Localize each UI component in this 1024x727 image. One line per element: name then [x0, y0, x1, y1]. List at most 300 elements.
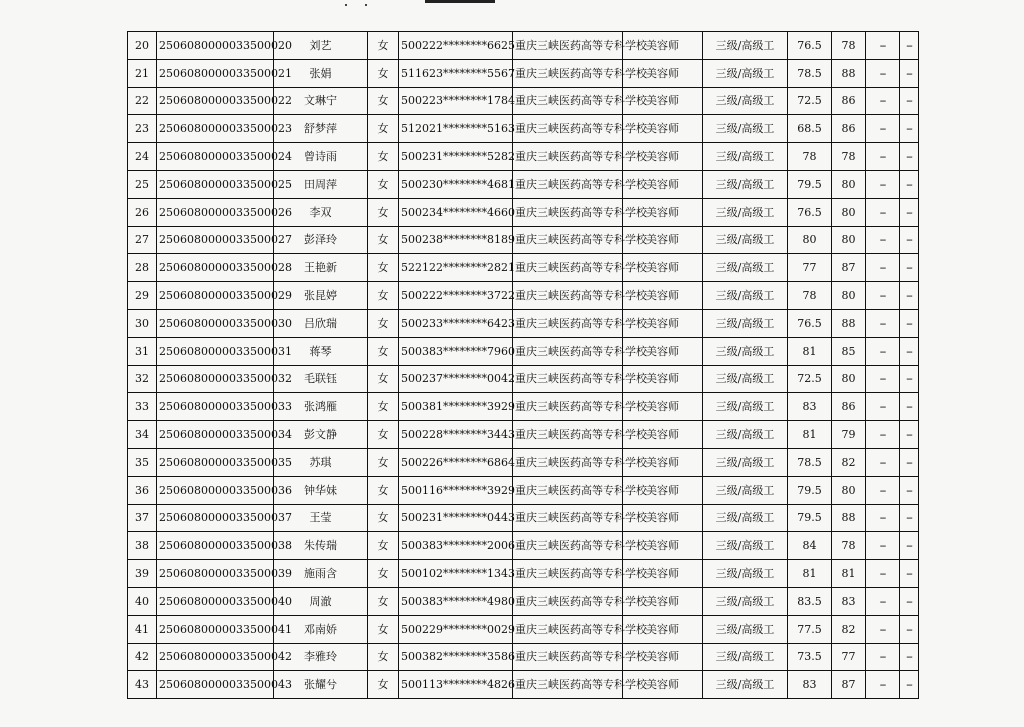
practical-score-cell: 80 — [832, 476, 866, 504]
name-cell: 田周萍 — [274, 170, 368, 198]
occupation-cell: 美容师 — [623, 448, 703, 476]
school-cell: 重庆三峡医药高等专科学校 — [513, 671, 623, 699]
seq-cell: 34 — [128, 421, 157, 449]
extra-score-cell: -- — [866, 671, 900, 699]
seq-cell: 29 — [128, 282, 157, 310]
extra-score-cell: -- — [866, 32, 900, 60]
theory-score-cell: 83 — [788, 671, 832, 699]
seq-cell: 40 — [128, 587, 157, 615]
id-number-cell: 500383********7960 — [399, 337, 513, 365]
id-number-cell: 500223********1784 — [399, 87, 513, 115]
extra-result-cell: -- — [900, 282, 919, 310]
theory-score-cell: 76.5 — [788, 198, 832, 226]
table-row — [128, 59, 919, 87]
gender-cell: 女 — [368, 143, 399, 171]
id-number-cell: 500238********8189 — [399, 226, 513, 254]
level-cell: 三级/高级工 — [703, 32, 788, 60]
table-row — [128, 226, 919, 254]
occupation-cell: 美容师 — [623, 615, 703, 643]
seq-cell: 24 — [128, 143, 157, 171]
ticket-number-cell: 2506080000033500033 — [157, 393, 274, 421]
table-row — [128, 87, 919, 115]
name-cell: 李雅玲 — [274, 643, 368, 671]
occupation-cell: 美容师 — [623, 226, 703, 254]
ticket-number-cell: 2506080000033500028 — [157, 254, 274, 282]
table-row — [128, 198, 919, 226]
extra-result-cell: -- — [900, 365, 919, 393]
ticket-number-cell: 2506080000033500042 — [157, 643, 274, 671]
occupation-cell: 美容师 — [623, 282, 703, 310]
extra-result-cell: -- — [900, 421, 919, 449]
seq-cell: 30 — [128, 309, 157, 337]
level-cell: 三级/高级工 — [703, 115, 788, 143]
school-cell: 重庆三峡医药高等专科学校 — [513, 254, 623, 282]
theory-score-cell: 78 — [788, 143, 832, 171]
school-cell: 重庆三峡医药高等专科学校 — [513, 198, 623, 226]
name-cell: 蒋琴 — [274, 337, 368, 365]
extra-result-cell: -- — [900, 643, 919, 671]
gender-cell: 女 — [368, 198, 399, 226]
school-cell: 重庆三峡医药高等专科学校 — [513, 476, 623, 504]
occupation-cell: 美容师 — [623, 59, 703, 87]
theory-score-cell: 84 — [788, 532, 832, 560]
name-cell: 施雨含 — [274, 560, 368, 588]
name-cell: 刘艺 — [274, 32, 368, 60]
table-row — [128, 282, 919, 310]
school-cell: 重庆三峡医药高等专科学校 — [513, 115, 623, 143]
ticket-number-cell: 2506080000033500024 — [157, 143, 274, 171]
school-cell: 重庆三峡医药高等专科学校 — [513, 532, 623, 560]
id-number-cell: 500381********3929 — [399, 393, 513, 421]
table-row — [128, 476, 919, 504]
id-number-cell: 500382********3586 — [399, 643, 513, 671]
ticket-number-cell: 2506080000033500022 — [157, 87, 274, 115]
name-cell: 张耀兮 — [274, 671, 368, 699]
scan-dot — [365, 4, 367, 6]
id-number-cell: 500222********6625 — [399, 32, 513, 60]
theory-score-cell: 76.5 — [788, 309, 832, 337]
occupation-cell: 美容师 — [623, 476, 703, 504]
extra-score-cell: -- — [866, 170, 900, 198]
id-number-cell: 500234********4660 — [399, 198, 513, 226]
extra-score-cell: -- — [866, 198, 900, 226]
theory-score-cell: 79.5 — [788, 504, 832, 532]
occupation-cell: 美容师 — [623, 87, 703, 115]
practical-score-cell: 83 — [832, 587, 866, 615]
practical-score-cell: 87 — [832, 254, 866, 282]
extra-result-cell: -- — [900, 337, 919, 365]
name-cell: 吕欣瑞 — [274, 309, 368, 337]
practical-score-cell: 86 — [832, 115, 866, 143]
table-row — [128, 421, 919, 449]
theory-score-cell: 80 — [788, 226, 832, 254]
ticket-number-cell: 2506080000033500020 — [157, 32, 274, 60]
level-cell: 三级/高级工 — [703, 476, 788, 504]
gender-cell: 女 — [368, 504, 399, 532]
school-cell: 重庆三峡医药高等专科学校 — [513, 170, 623, 198]
id-number-cell: 512021********5163 — [399, 115, 513, 143]
practical-score-cell: 88 — [832, 59, 866, 87]
table-row — [128, 643, 919, 671]
gender-cell: 女 — [368, 254, 399, 282]
name-cell: 王艳新 — [274, 254, 368, 282]
id-number-cell: 500233********6423 — [399, 309, 513, 337]
school-cell: 重庆三峡医药高等专科学校 — [513, 226, 623, 254]
ticket-number-cell: 2506080000033500026 — [157, 198, 274, 226]
occupation-cell: 美容师 — [623, 587, 703, 615]
id-number-cell: 500383********4980 — [399, 587, 513, 615]
theory-score-cell: 68.5 — [788, 115, 832, 143]
ticket-number-cell: 2506080000033500043 — [157, 671, 274, 699]
id-number-cell: 522122********2821 — [399, 254, 513, 282]
id-number-cell: 500102********1343 — [399, 560, 513, 588]
id-number-cell: 500226********6864 — [399, 448, 513, 476]
table-row — [128, 448, 919, 476]
name-cell: 文琳宁 — [274, 87, 368, 115]
table-row — [128, 170, 919, 198]
table-row — [128, 393, 919, 421]
gender-cell: 女 — [368, 448, 399, 476]
extra-result-cell: -- — [900, 504, 919, 532]
results-table — [127, 31, 919, 699]
practical-score-cell: 80 — [832, 198, 866, 226]
extra-result-cell: -- — [900, 254, 919, 282]
table-row — [128, 587, 919, 615]
theory-score-cell: 83.5 — [788, 587, 832, 615]
extra-result-cell: -- — [900, 615, 919, 643]
table-row — [128, 309, 919, 337]
level-cell: 三级/高级工 — [703, 87, 788, 115]
table-row — [128, 615, 919, 643]
school-cell: 重庆三峡医药高等专科学校 — [513, 365, 623, 393]
extra-result-cell: -- — [900, 115, 919, 143]
seq-cell: 35 — [128, 448, 157, 476]
extra-score-cell: -- — [866, 143, 900, 171]
level-cell: 三级/高级工 — [703, 143, 788, 171]
gender-cell: 女 — [368, 115, 399, 143]
school-cell: 重庆三峡医药高等专科学校 — [513, 587, 623, 615]
level-cell: 三级/高级工 — [703, 615, 788, 643]
table-row — [128, 532, 919, 560]
seq-cell: 38 — [128, 532, 157, 560]
seq-cell: 36 — [128, 476, 157, 504]
school-cell: 重庆三峡医药高等专科学校 — [513, 643, 623, 671]
name-cell: 王莹 — [274, 504, 368, 532]
practical-score-cell: 77 — [832, 643, 866, 671]
name-cell: 张昆婷 — [274, 282, 368, 310]
table-row — [128, 337, 919, 365]
name-cell: 钟华妹 — [274, 476, 368, 504]
name-cell: 毛联钰 — [274, 365, 368, 393]
table-row — [128, 143, 919, 171]
table-row — [128, 115, 919, 143]
extra-result-cell: -- — [900, 476, 919, 504]
level-cell: 三级/高级工 — [703, 532, 788, 560]
theory-score-cell: 81 — [788, 337, 832, 365]
extra-score-cell: -- — [866, 587, 900, 615]
school-cell: 重庆三峡医药高等专科学校 — [513, 504, 623, 532]
occupation-cell: 美容师 — [623, 504, 703, 532]
ticket-number-cell: 2506080000033500025 — [157, 170, 274, 198]
id-number-cell: 500230********4681 — [399, 170, 513, 198]
id-number-cell: 500237********0042 — [399, 365, 513, 393]
occupation-cell: 美容师 — [623, 309, 703, 337]
gender-cell: 女 — [368, 671, 399, 699]
theory-score-cell: 79.5 — [788, 476, 832, 504]
seq-cell: 32 — [128, 365, 157, 393]
theory-score-cell: 81 — [788, 560, 832, 588]
ticket-number-cell: 2506080000033500040 — [157, 587, 274, 615]
id-number-cell: 511623********5567 — [399, 59, 513, 87]
extra-result-cell: -- — [900, 170, 919, 198]
extra-result-cell: -- — [900, 309, 919, 337]
extra-score-cell: -- — [866, 421, 900, 449]
level-cell: 三级/高级工 — [703, 643, 788, 671]
ticket-number-cell: 2506080000033500038 — [157, 532, 274, 560]
seq-cell: 22 — [128, 87, 157, 115]
name-cell: 苏琪 — [274, 448, 368, 476]
extra-score-cell: -- — [866, 448, 900, 476]
practical-score-cell: 78 — [832, 143, 866, 171]
level-cell: 三级/高级工 — [703, 309, 788, 337]
practical-score-cell: 82 — [832, 448, 866, 476]
extra-result-cell: -- — [900, 59, 919, 87]
level-cell: 三级/高级工 — [703, 198, 788, 226]
level-cell: 三级/高级工 — [703, 504, 788, 532]
extra-score-cell: -- — [866, 504, 900, 532]
id-number-cell: 500231********5282 — [399, 143, 513, 171]
theory-score-cell: 81 — [788, 421, 832, 449]
scan-dot — [345, 4, 347, 6]
extra-score-cell: -- — [866, 365, 900, 393]
ticket-number-cell: 2506080000033500032 — [157, 365, 274, 393]
extra-result-cell: -- — [900, 32, 919, 60]
gender-cell: 女 — [368, 32, 399, 60]
level-cell: 三级/高级工 — [703, 560, 788, 588]
seq-cell: 28 — [128, 254, 157, 282]
table-body — [128, 32, 919, 699]
occupation-cell: 美容师 — [623, 254, 703, 282]
seq-cell: 42 — [128, 643, 157, 671]
occupation-cell: 美容师 — [623, 337, 703, 365]
school-cell: 重庆三峡医药高等专科学校 — [513, 421, 623, 449]
gender-cell: 女 — [368, 309, 399, 337]
extra-result-cell: -- — [900, 671, 919, 699]
practical-score-cell: 86 — [832, 393, 866, 421]
seq-cell: 26 — [128, 198, 157, 226]
table-row — [128, 365, 919, 393]
theory-score-cell: 73.5 — [788, 643, 832, 671]
seq-cell: 39 — [128, 560, 157, 588]
gender-cell: 女 — [368, 282, 399, 310]
theory-score-cell: 72.5 — [788, 365, 832, 393]
seq-cell: 23 — [128, 115, 157, 143]
practical-score-cell: 80 — [832, 365, 866, 393]
practical-score-cell: 88 — [832, 504, 866, 532]
extra-score-cell: -- — [866, 282, 900, 310]
seq-cell: 37 — [128, 504, 157, 532]
ticket-number-cell: 2506080000033500034 — [157, 421, 274, 449]
occupation-cell: 美容师 — [623, 671, 703, 699]
gender-cell: 女 — [368, 587, 399, 615]
extra-score-cell: -- — [866, 643, 900, 671]
theory-score-cell: 83 — [788, 393, 832, 421]
practical-score-cell: 82 — [832, 615, 866, 643]
extra-result-cell: -- — [900, 87, 919, 115]
extra-result-cell: -- — [900, 393, 919, 421]
theory-score-cell: 78.5 — [788, 448, 832, 476]
occupation-cell: 美容师 — [623, 560, 703, 588]
extra-result-cell: -- — [900, 587, 919, 615]
gender-cell: 女 — [368, 393, 399, 421]
name-cell: 张鸿雁 — [274, 393, 368, 421]
school-cell: 重庆三峡医药高等专科学校 — [513, 337, 623, 365]
gender-cell: 女 — [368, 560, 399, 588]
school-cell: 重庆三峡医药高等专科学校 — [513, 309, 623, 337]
extra-score-cell: -- — [866, 393, 900, 421]
school-cell: 重庆三峡医药高等专科学校 — [513, 32, 623, 60]
extra-result-cell: -- — [900, 560, 919, 588]
practical-score-cell: 78 — [832, 532, 866, 560]
occupation-cell: 美容师 — [623, 143, 703, 171]
name-cell: 李双 — [274, 198, 368, 226]
occupation-cell: 美容师 — [623, 532, 703, 560]
theory-score-cell: 76.5 — [788, 32, 832, 60]
extra-score-cell: -- — [866, 87, 900, 115]
ticket-number-cell: 2506080000033500031 — [157, 337, 274, 365]
level-cell: 三级/高级工 — [703, 421, 788, 449]
school-cell: 重庆三峡医药高等专科学校 — [513, 143, 623, 171]
extra-result-cell: -- — [900, 198, 919, 226]
occupation-cell: 美容师 — [623, 32, 703, 60]
name-cell: 朱传瑞 — [274, 532, 368, 560]
table-row — [128, 504, 919, 532]
extra-score-cell: -- — [866, 254, 900, 282]
extra-score-cell: -- — [866, 337, 900, 365]
level-cell: 三级/高级工 — [703, 59, 788, 87]
gender-cell: 女 — [368, 59, 399, 87]
seq-cell: 27 — [128, 226, 157, 254]
id-number-cell: 500231********0443 — [399, 504, 513, 532]
extra-score-cell: -- — [866, 226, 900, 254]
name-cell: 彭泽玲 — [274, 226, 368, 254]
seq-cell: 21 — [128, 59, 157, 87]
level-cell: 三级/高级工 — [703, 226, 788, 254]
theory-score-cell: 77 — [788, 254, 832, 282]
school-cell: 重庆三峡医药高等专科学校 — [513, 87, 623, 115]
id-number-cell: 500222********3722 — [399, 282, 513, 310]
level-cell: 三级/高级工 — [703, 587, 788, 615]
name-cell: 舒梦萍 — [274, 115, 368, 143]
practical-score-cell: 88 — [832, 309, 866, 337]
practical-score-cell: 80 — [832, 170, 866, 198]
gender-cell: 女 — [368, 421, 399, 449]
level-cell: 三级/高级工 — [703, 337, 788, 365]
gender-cell: 女 — [368, 365, 399, 393]
name-cell: 邓南娇 — [274, 615, 368, 643]
gender-cell: 女 — [368, 476, 399, 504]
seq-cell: 20 — [128, 32, 157, 60]
school-cell: 重庆三峡医药高等专科学校 — [513, 59, 623, 87]
theory-score-cell: 79.5 — [788, 170, 832, 198]
ticket-number-cell: 2506080000033500035 — [157, 448, 274, 476]
school-cell: 重庆三峡医药高等专科学校 — [513, 282, 623, 310]
name-cell: 彭文静 — [274, 421, 368, 449]
id-number-cell: 500383********2006 — [399, 532, 513, 560]
ticket-number-cell: 2506080000033500037 — [157, 504, 274, 532]
ticket-number-cell: 2506080000033500029 — [157, 282, 274, 310]
ticket-number-cell: 2506080000033500041 — [157, 615, 274, 643]
occupation-cell: 美容师 — [623, 198, 703, 226]
gender-cell: 女 — [368, 615, 399, 643]
name-cell: 周澈 — [274, 587, 368, 615]
extra-result-cell: -- — [900, 532, 919, 560]
seq-cell: 41 — [128, 615, 157, 643]
extra-score-cell: -- — [866, 59, 900, 87]
theory-score-cell: 72.5 — [788, 87, 832, 115]
name-cell: 曾诗雨 — [274, 143, 368, 171]
occupation-cell: 美容师 — [623, 170, 703, 198]
gender-cell: 女 — [368, 532, 399, 560]
ticket-number-cell: 2506080000033500036 — [157, 476, 274, 504]
table-row — [128, 560, 919, 588]
theory-score-cell: 77.5 — [788, 615, 832, 643]
level-cell: 三级/高级工 — [703, 254, 788, 282]
ticket-number-cell: 2506080000033500027 — [157, 226, 274, 254]
extra-score-cell: -- — [866, 115, 900, 143]
extra-score-cell: -- — [866, 476, 900, 504]
practical-score-cell: 85 — [832, 337, 866, 365]
gender-cell: 女 — [368, 170, 399, 198]
table-row — [128, 32, 919, 60]
practical-score-cell: 80 — [832, 226, 866, 254]
occupation-cell: 美容师 — [623, 115, 703, 143]
ticket-number-cell: 2506080000033500021 — [157, 59, 274, 87]
level-cell: 三级/高级工 — [703, 393, 788, 421]
school-cell: 重庆三峡医药高等专科学校 — [513, 560, 623, 588]
extra-result-cell: -- — [900, 143, 919, 171]
gender-cell: 女 — [368, 226, 399, 254]
extra-score-cell: -- — [866, 615, 900, 643]
ticket-number-cell: 2506080000033500039 — [157, 560, 274, 588]
level-cell: 三级/高级工 — [703, 282, 788, 310]
practical-score-cell: 81 — [832, 560, 866, 588]
name-cell: 张娟 — [274, 59, 368, 87]
seq-cell: 43 — [128, 671, 157, 699]
gender-cell: 女 — [368, 87, 399, 115]
seq-cell: 31 — [128, 337, 157, 365]
practical-score-cell: 86 — [832, 87, 866, 115]
practical-score-cell: 80 — [832, 282, 866, 310]
id-number-cell: 500116********3929 — [399, 476, 513, 504]
table-row — [128, 254, 919, 282]
gender-cell: 女 — [368, 337, 399, 365]
id-number-cell: 500229********0029 — [399, 615, 513, 643]
level-cell: 三级/高级工 — [703, 170, 788, 198]
extra-result-cell: -- — [900, 226, 919, 254]
extra-score-cell: -- — [866, 309, 900, 337]
occupation-cell: 美容师 — [623, 393, 703, 421]
id-number-cell: 500113********4826 — [399, 671, 513, 699]
ticket-number-cell: 2506080000033500030 — [157, 309, 274, 337]
ticket-number-cell: 2506080000033500023 — [157, 115, 274, 143]
scan-top-mark — [425, 0, 495, 3]
theory-score-cell: 78.5 — [788, 59, 832, 87]
occupation-cell: 美容师 — [623, 365, 703, 393]
level-cell: 三级/高级工 — [703, 365, 788, 393]
practical-score-cell: 78 — [832, 32, 866, 60]
extra-result-cell: -- — [900, 448, 919, 476]
